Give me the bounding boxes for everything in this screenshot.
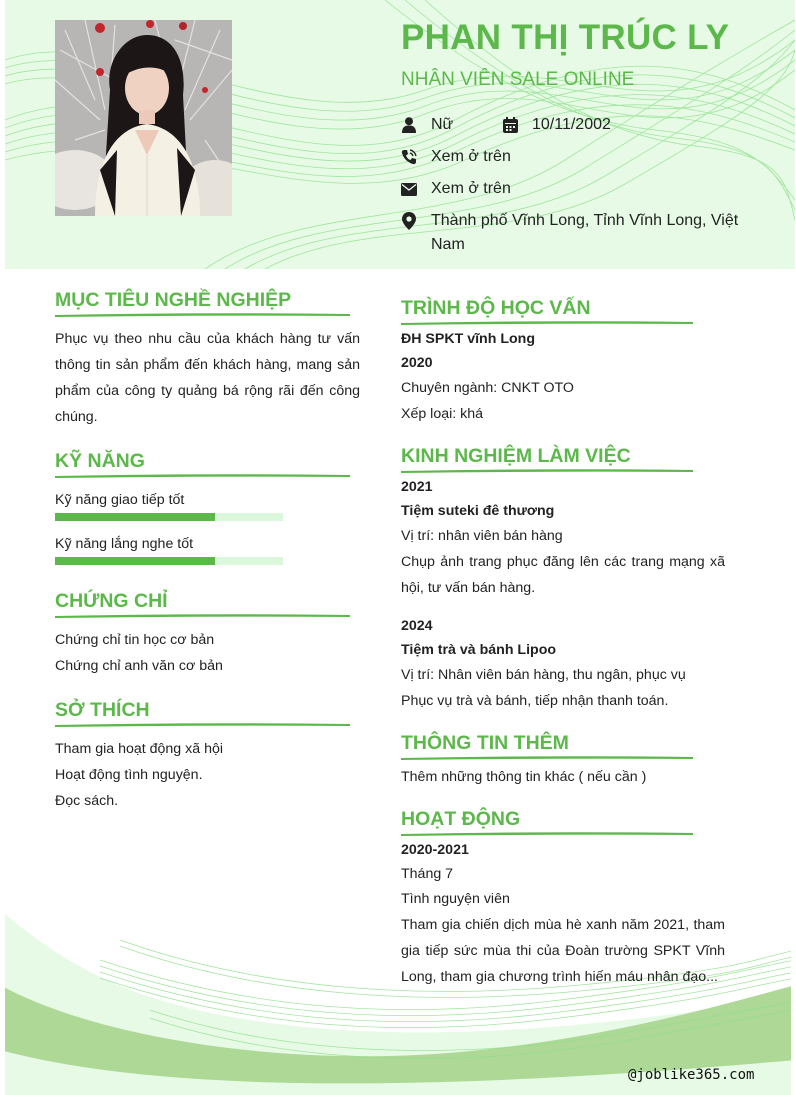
activity-org: Tình nguyện viên bbox=[401, 891, 510, 907]
education-underline bbox=[401, 320, 693, 326]
additional-title: THÔNG TIN THÊM bbox=[401, 732, 569, 754]
certificate-item: Chứng chỉ anh văn cơ bản bbox=[55, 658, 223, 674]
activity-desc-line: gia tiếp sức mùa thi của Đoàn trường SPKT Vĩnh bbox=[401, 943, 725, 959]
education-major: Chuyên ngành: CNKT OTO bbox=[401, 380, 574, 396]
objective-title: MỤC TIÊU NGHỀ NGHIỆP bbox=[55, 289, 292, 311]
job-company: Tiệm trà và bánh Lipoo bbox=[401, 642, 557, 658]
gender-row bbox=[401, 116, 453, 137]
skills-title: KỸ NĂNG bbox=[55, 450, 145, 472]
email-row bbox=[401, 180, 511, 201]
job-desc-line: Phục vụ trà và bánh, tiếp nhận thanh toán. bbox=[401, 693, 669, 709]
birthday-row bbox=[502, 116, 611, 137]
full-name: PHAN THỊ TRÚC LY bbox=[401, 18, 730, 57]
birthday-value: 10/11/2002 bbox=[532, 116, 611, 133]
education-title: TRÌNH ĐỘ HỌC VẤN bbox=[401, 297, 591, 319]
experience-title: KINH NGHIỆM LÀM VIỆC bbox=[401, 445, 631, 467]
gender-value: Nữ bbox=[431, 116, 454, 133]
job-year: 2024 bbox=[401, 618, 433, 634]
job-desc-line: Chụp ảnh trang phục đăng lên các trang mạng xã bbox=[401, 554, 725, 570]
experience-underline bbox=[401, 468, 693, 474]
skill-1-bar bbox=[55, 513, 283, 521]
user-icon bbox=[401, 116, 417, 134]
skill-1-label: Kỹ năng giao tiếp tốt bbox=[55, 492, 185, 508]
hobbies-list bbox=[55, 736, 223, 814]
certificates-title: CHỨNG CHỈ bbox=[55, 590, 168, 612]
education-year: 2020 bbox=[401, 355, 433, 371]
email-value: Xem ở trên bbox=[431, 180, 511, 197]
skill-2-bar bbox=[55, 557, 283, 565]
objective-text: Phục vụ theo nhu cầu của khách hàng tư vấn thông tin sản phẩm đến khách hàng, mang sản phẩm của công ty quảng bá rộng rãi đến công chúng. bbox=[55, 331, 360, 425]
experience-job-2 bbox=[401, 614, 725, 714]
job-title: NHÂN VIÊN SALE ONLINE bbox=[401, 69, 635, 90]
activity-desc-line: Tham gia chiến dịch mùa hè xanh năm 2021, tham bbox=[401, 917, 725, 933]
certificate-item: Chứng chỉ tin học cơ bản bbox=[55, 632, 215, 648]
activity-desc-line: Long, tham gia chương trình hiến máu nhân đạo... bbox=[401, 969, 718, 985]
hobbies-underline bbox=[55, 722, 350, 728]
phone-icon bbox=[401, 148, 417, 166]
job-role: Vị trí: nhân viên bán hàng bbox=[401, 528, 563, 544]
certificates-list bbox=[55, 627, 223, 679]
hobby-item: Tham gia hoạt động xã hội bbox=[55, 741, 223, 757]
map-marker-icon bbox=[401, 212, 417, 230]
activities-underline bbox=[401, 831, 693, 837]
hobby-item: Đọc sách. bbox=[55, 793, 119, 809]
education-block bbox=[401, 327, 574, 427]
phone-value: Xem ở trên bbox=[431, 148, 511, 165]
hobbies-title: SỞ THÍCH bbox=[55, 699, 150, 721]
phone-row bbox=[401, 148, 511, 169]
job-role: Vị trí: Nhân viên bán hàng, thu ngân, phục vụ bbox=[401, 667, 686, 683]
envelope-icon bbox=[401, 180, 417, 198]
objective-underline bbox=[55, 312, 350, 318]
activities-block bbox=[401, 838, 725, 990]
school-name: ĐH SPKT vĩnh Long bbox=[401, 331, 535, 347]
education-rank: Xếp loại: khá bbox=[401, 406, 484, 422]
address-value: Thành phố Vĩnh Long, Tỉnh Vĩnh Long, Việt Nam bbox=[431, 212, 739, 253]
experience-job-1 bbox=[401, 475, 725, 601]
job-company: Tiệm suteki đê thương bbox=[401, 503, 555, 519]
skill-1-bar-fill bbox=[55, 513, 215, 521]
skills-underline bbox=[55, 473, 350, 479]
profile-photo bbox=[55, 20, 232, 216]
calendar-icon bbox=[502, 116, 518, 134]
job-desc-line: hội, tư vấn bán hàng. bbox=[401, 580, 536, 596]
hobby-item: Hoạt động tình nguyện. bbox=[55, 767, 203, 783]
address-row bbox=[401, 212, 741, 257]
activity-period: 2020-2021 bbox=[401, 842, 469, 858]
job-year: 2021 bbox=[401, 479, 433, 495]
header-banner bbox=[5, 0, 795, 269]
skill-2-bar-fill bbox=[55, 557, 215, 565]
certificates-underline bbox=[55, 613, 350, 619]
activities-title: HOẠT ĐỘNG bbox=[401, 808, 521, 830]
activity-month: Tháng 7 bbox=[401, 866, 454, 882]
additional-text: Thêm những thông tin khác ( nếu cần ) bbox=[401, 769, 647, 785]
watermark: @joblike365.com bbox=[628, 1067, 755, 1083]
skill-2-label: Kỹ năng lắng nghe tốt bbox=[55, 536, 194, 552]
additional-underline bbox=[401, 755, 693, 761]
